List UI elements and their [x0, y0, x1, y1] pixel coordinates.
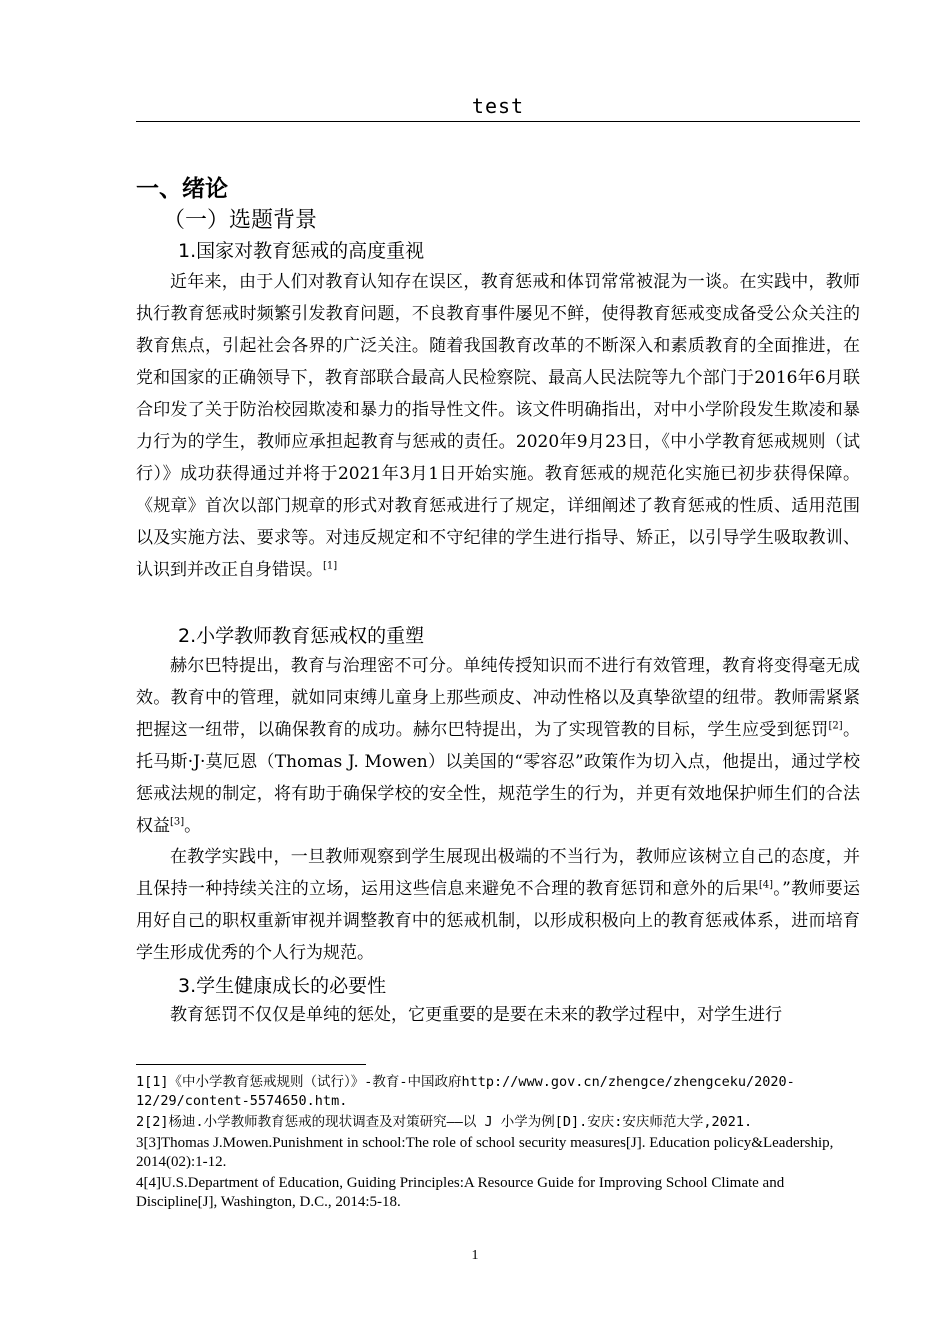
paragraph-1: [136, 266, 860, 586]
paragraph-text: 赫尔巴特提出，教育与治理密不可分。单纯传授知识而不进行有效管理，教育将变得毫无成效。教育中的管理，就如同束缚儿童身上那些顽皮、冲动性格以及真挚欲望的纽带。教师需紧紧把握这一纽带，以确保教育的成功。赫尔巴特提出，为了实现管教的目标，学生应受到惩罚: [136, 656, 860, 740]
paragraph-4: 教育惩罚不仅仅是单纯的惩处，它更重要的是要在未来的教学过程中，对学生进行: [170, 1005, 782, 1025]
footnote-text: 《中小学教育惩戒规则（试行）》-教育-中国政府http://www.gov.cn/zhengce/zhengceku/2020-12/29/content-5574650.htm.: [136, 1074, 795, 1109]
paragraph-text: 在教学实践中，一旦教师观察到学生展现出极端的不当行为，教师应该树立自己的态度，并且保持一种持续关注的立场，运用这些信息来避免不合理的教育惩罚和意外的后果: [136, 847, 860, 899]
citation-mark: [2]: [828, 720, 843, 732]
footnote-mark: 2[2]: [136, 1114, 169, 1130]
citation-mark: [3]: [170, 816, 185, 828]
citation-mark: [4]: [758, 879, 773, 891]
footnote-3: [136, 1134, 860, 1172]
subsection-heading-1: 1.国家对教育惩戒的高度重视: [178, 240, 425, 262]
footnote-4: [136, 1174, 860, 1212]
footnote-mark: 4[4]: [136, 1175, 161, 1191]
paragraph-text: 。”教师要运用好自己的职权重新审视并调整教育中的惩戒机制，以形成积极向上的教育惩戒体系，进而培育学生形成优秀的个人行为规范。: [136, 879, 860, 963]
footnotes: [136, 1073, 860, 1212]
footnote-mark: 1[1]: [136, 1074, 169, 1090]
footnote-text: 杨迪.小学教师教育惩戒的现状调查及对策研究——以 J 小学为例[D].安庆:安庆师范大学,2021.: [168, 1114, 753, 1130]
footnote-mark: 3[3]: [136, 1135, 161, 1151]
paragraph-text: 。托马斯·J·莫厄恩（Thomas J. Mowen）以美国的“零容忍”政策作为切入点，他提出，通过学校惩戒法规的制定，将有助于确保学校的安全性，规范学生的行为，并更有效地保护师生们的合法权益: [136, 720, 861, 836]
paragraph-3: [136, 841, 860, 969]
paragraph-text: 近年来，由于人们对教育认知存在误区，教育惩戒和体罚常常被混为一谈。在实践中，教师执行教育惩戒时频繁引发教育问题，不良教育事件屡见不鲜，使得教育惩戒变成备受公众关注的教育焦点，引起社会各界的广泛关注。随着我国教育改革的不断深入和素质教育的全面推进，在党和国家的正确领导下，教育部联合最高人民检察院、最高人民法院等九个部门于2016年6月联合印发了关于防治校园欺凌和暴力的指导性文件。该文件明确指出，对中小学阶段发生欺凌和暴力行为的学生，教师应承担起教育与惩戒的责任。2020年9月23日，《中小学教育惩戒规则（试行）》成功获得通过并将于2021年3月1日开始实施。教育惩戒的规范化实施已初步获得保障。《规章》首次以部门规章的形式对教育惩戒进行了规定，详细阐述了教育惩戒的性质、适用范围以及实施方法、要求等。对违反规定和不守纪律的学生进行指导、矫正，以引导学生吸取教训、认识到并改正自身错误。: [136, 272, 860, 580]
chapter-heading: 一、绪论: [136, 176, 228, 202]
header-rule: [136, 121, 860, 122]
footnote-2: [136, 1113, 860, 1132]
paragraph-2: [136, 650, 860, 842]
paragraph-text: 。: [184, 816, 202, 836]
footnote-text: Thomas J.Mowen.Punishment in school:The role of school security measures[J]. Education policy&Leadership, 2014(02):1-12.: [136, 1135, 834, 1170]
footnote-text: U.S.Department of Education, Guiding Principles:A Resource Guide for Improving School Climate and Discipline[J], Washington, D.C., 2014:5-18.: [136, 1175, 785, 1210]
subsection-heading-3: 3.学生健康成长的必要性: [178, 975, 387, 997]
subsection-heading-2: 2.小学教师教育惩戒权的重塑: [178, 625, 425, 647]
page-number: 1: [471, 1248, 479, 1263]
citation-mark: [1]: [323, 560, 338, 572]
section-heading: （一）选题背景: [163, 208, 318, 233]
page-header: test: [471, 94, 525, 118]
footnote-separator: [136, 1064, 366, 1065]
footnote-1: [136, 1073, 860, 1111]
